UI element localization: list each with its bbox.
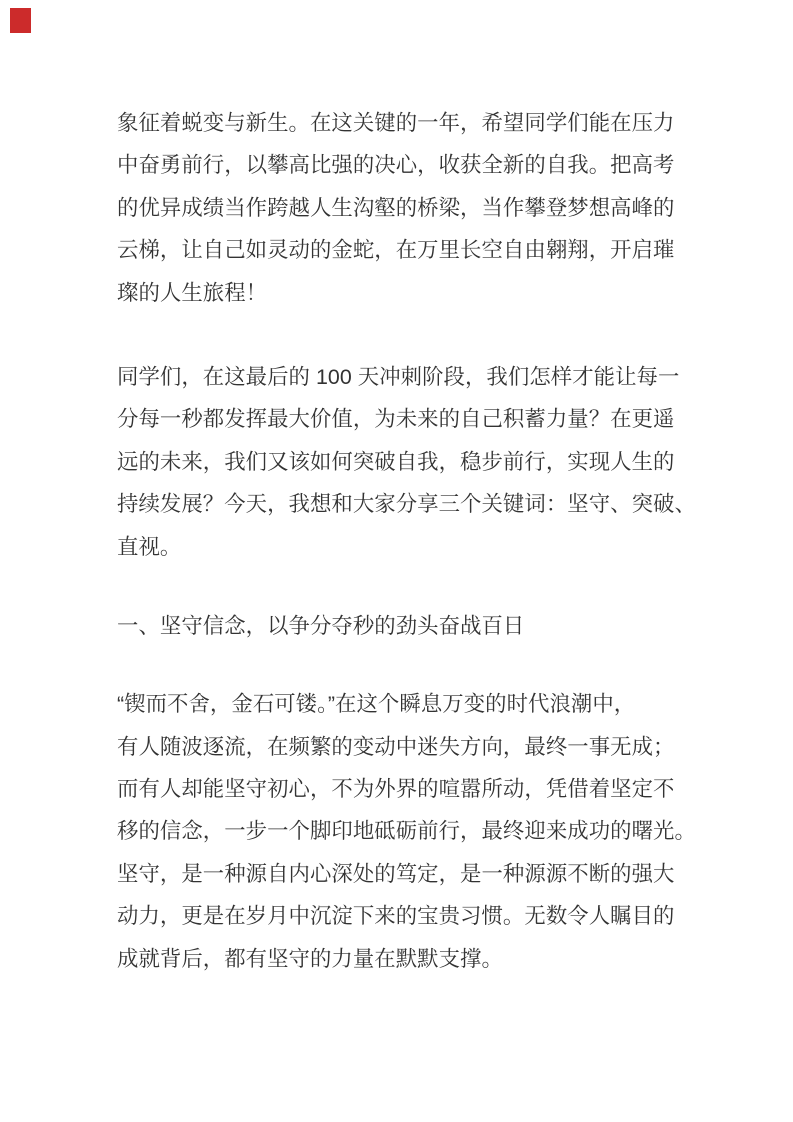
corner-marker — [10, 8, 31, 33]
text-line: 远的未来，我们又该如何突破自我，稳步前行，实现人生的 — [117, 449, 675, 474]
document-content — [117, 102, 696, 1022]
text-line: 象征着蜕变与新生。在这关键的一年，希望同学们能在压力 — [117, 111, 675, 135]
paragraph-1 — [117, 102, 677, 314]
text-line: 动力，更是在岁月中沉淀下来的宝贵习惯。无数令人瞩目的 — [117, 904, 675, 929]
text-line: 中奋勇前行，以攀高比强的决心，收获全新的自我。把高考 — [117, 153, 675, 178]
text-line: 持续发展？今天，我想和大家分享三个关键词：坚守、突破、 — [117, 492, 696, 517]
paragraph-3 — [117, 683, 696, 980]
text-line: 坚守，是一种源自内心深处的笃定，是一种源源不断的强大 — [117, 861, 675, 886]
text-line: 直视。 — [117, 534, 182, 559]
text-line: 璨的人生旅程！ — [117, 280, 268, 305]
text-line: 移的信念，一步一个脚印地砥砺前行，最终迎来成功的曙光。 — [117, 819, 696, 844]
section-heading: 一、坚守信念，以争分夺秒的劲头奋战百日 — [117, 613, 525, 638]
text-line: 云梯，让自己如灵动的金蛇，在万里长空自由翱翔，开启璀 — [117, 238, 675, 263]
text-line: 有人随波逐流，在频繁的变动中迷失方向，最终一事无成； — [117, 734, 675, 759]
text-line: 成就背后，都有坚守的力量在默默支撑。 — [117, 946, 503, 971]
paragraph-2 — [117, 356, 696, 568]
text-line: 而有人却能坚守初心，不为外界的喧嚣所动，凭借着坚定不 — [117, 777, 675, 802]
section-heading-block — [117, 605, 677, 647]
text-line: 的优异成绩当作跨越人生沟壑的桥梁，当作攀登梦想高峰的 — [117, 195, 675, 220]
text-line: 分每一秒都发挥最大价值，为未来的自己积蓄力量？在更遥 — [117, 407, 675, 432]
text-line: 同学们，在这最后的 100 天冲刺阶段，我们怎样才能让每一 — [117, 364, 680, 389]
text-line: “锲而不舍，金石可镂。”在这个瞬息万变的时代浪潮中， — [117, 692, 636, 717]
